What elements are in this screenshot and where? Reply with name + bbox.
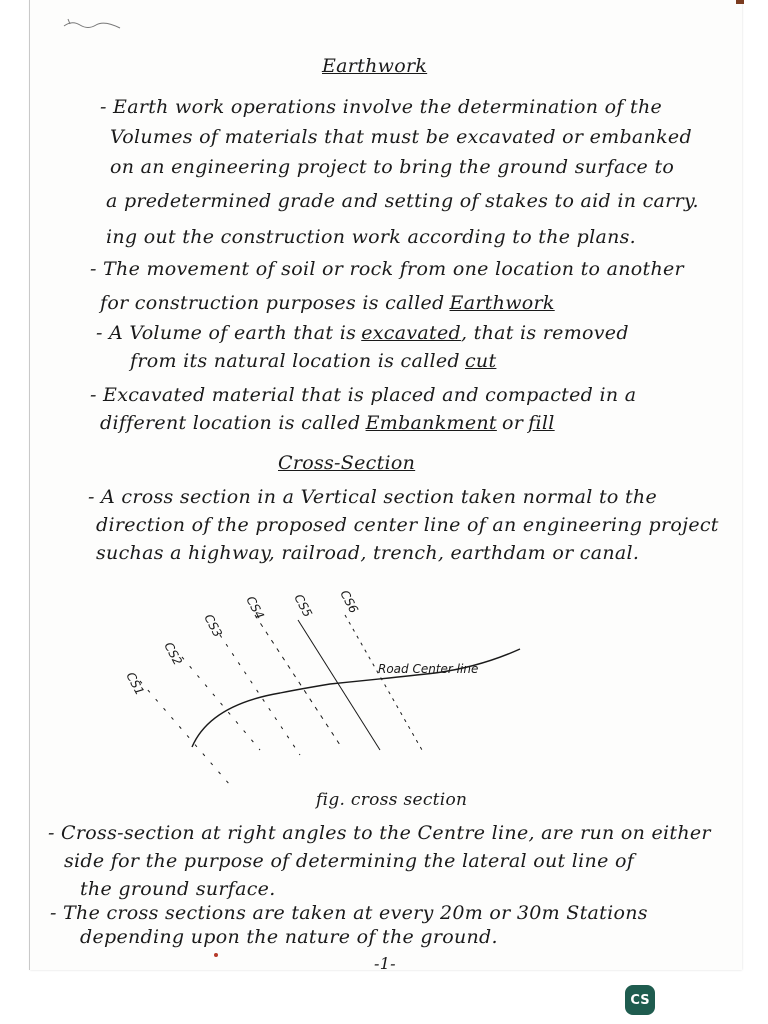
text-line: - The cross sections are taken at every 20m or 30m Stations bbox=[50, 902, 648, 924]
text-line: side for the purpose of determining the lateral out line of bbox=[64, 850, 635, 872]
scribble-mark bbox=[62, 16, 122, 32]
cs1-line bbox=[140, 681, 230, 785]
text-line: direction of the proposed center line of an engineering project bbox=[96, 514, 719, 536]
text-line: - Cross-section at right angles to the Centre line, are run on either bbox=[48, 822, 711, 844]
text-line-group bbox=[96, 322, 629, 344]
text-line: ing out the construction work according to the plans. bbox=[106, 226, 637, 248]
cs4-line bbox=[255, 615, 340, 745]
figure-caption: fig. cross section bbox=[316, 790, 468, 810]
text-line: the ground surface. bbox=[80, 878, 276, 900]
term-earthwork: Earthwork bbox=[449, 292, 555, 314]
cs6-line bbox=[345, 615, 422, 750]
cs3-line bbox=[220, 635, 300, 755]
section-title: Cross-Section bbox=[278, 452, 416, 474]
text-line: depending upon the nature of the ground. bbox=[80, 926, 498, 948]
cs5-line bbox=[298, 620, 380, 750]
corner-mark bbox=[736, 0, 744, 4]
cs3-label: CS3 bbox=[201, 611, 225, 640]
ink-mark bbox=[214, 953, 218, 957]
term-fill: fill bbox=[528, 412, 555, 434]
text-line: - A cross section in a Vertical section taken normal to the bbox=[88, 486, 658, 508]
page-number: -1- bbox=[374, 954, 396, 973]
page-edge bbox=[29, 0, 30, 970]
text-line: on an engineering project to bring the ground surface to bbox=[110, 156, 675, 178]
term-cut: cut bbox=[464, 350, 497, 372]
text-line: - The movement of soil or rock from one location to another bbox=[90, 258, 684, 280]
text-line: - A Volume of earth that is bbox=[96, 322, 357, 344]
center-line-label: Road Center line bbox=[378, 662, 479, 676]
cs5-label: CS5 bbox=[291, 591, 315, 620]
text-line: or bbox=[501, 412, 524, 434]
term-embankment: Embankment bbox=[365, 412, 497, 434]
text-line: suchas a highway, railroad, trench, earthdam or canal. bbox=[96, 542, 640, 564]
text-line-group bbox=[100, 292, 555, 314]
text-line-group bbox=[130, 350, 496, 372]
cs2-label: CS2 bbox=[161, 639, 185, 668]
text-line: a predetermined grade and setting of stakes to aid in carry. bbox=[106, 190, 699, 212]
text-line: , that is removed bbox=[460, 322, 629, 344]
text-line-group bbox=[100, 412, 555, 434]
camscanner-logo bbox=[625, 985, 655, 1015]
cs6-label: CS6 bbox=[337, 587, 361, 616]
text-line: from its natural location is called bbox=[130, 350, 460, 372]
text-line: Volumes of materials that must be excavated or embanked bbox=[110, 126, 692, 148]
cross-section-diagram bbox=[100, 585, 540, 790]
logo-text: CS bbox=[630, 992, 650, 1008]
cs1-label: CS1 bbox=[123, 669, 147, 698]
text-line: - Excavated material that is placed and compacted in a bbox=[90, 384, 637, 406]
page-title: Earthwork bbox=[322, 55, 428, 77]
text-line: for construction purposes is called bbox=[100, 292, 445, 314]
term-excavated: excavated bbox=[361, 322, 461, 344]
text-line: different location is called bbox=[100, 412, 361, 434]
text-line: - Earth work operations involve the determination of the bbox=[100, 96, 663, 118]
cs2-line bbox=[182, 657, 260, 750]
cs4-label: CS4 bbox=[243, 593, 267, 622]
